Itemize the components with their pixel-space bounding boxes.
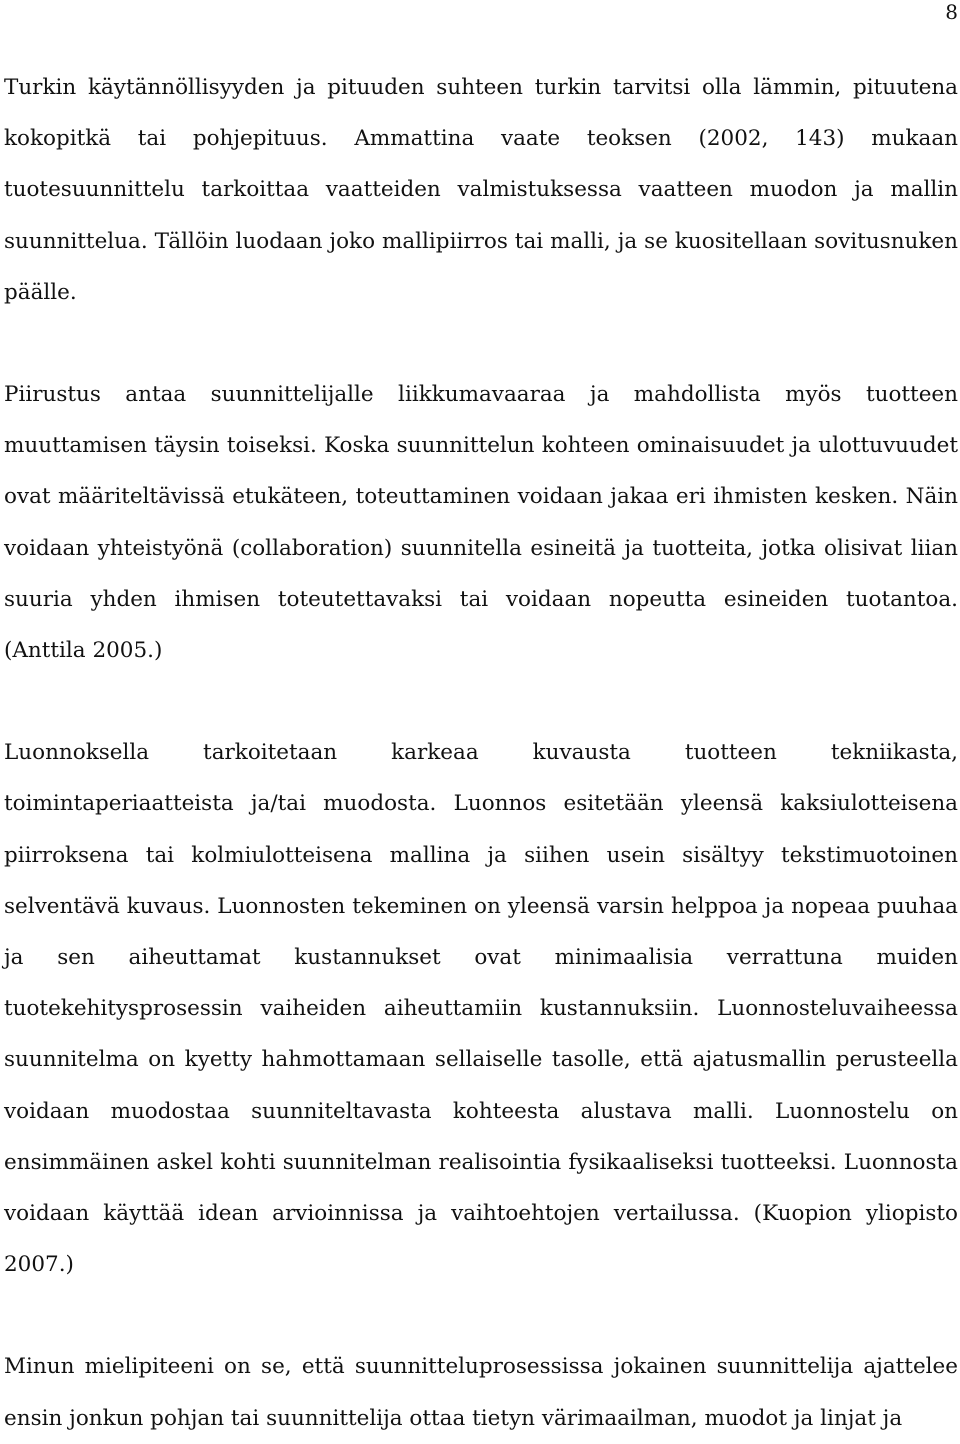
paragraph-luonnos: Luonnoksella tarkoitetaan karkeaa kuvausta tuotteen tekniikasta, toimintaperiaatteista ja/tai muodosta. Luonnos esitetään yleensä kaksiulotteisena piirroksena tai kolmiulotteisena mallina ja siihen usein sisältyy tekstimuotoinen selventävä kuvaus. Luonnosten tekeminen on yleensä varsin helppoa ja nopeaa puuhaa ja sen aiheuttamat kustannukset ovat minimaalisia verrattuna muiden tuotekehitysprosessin vaiheiden aiheuttamiin kustannuksiin. Luonnosteluvaiheessa suunnitelma on kyetty hahmottamaan sellaiselle tasolle, että ajatusmallin perusteella voidaan muodostaa suunniteltavasta kohteesta alustava malli. Luonnostelu on ensimmäinen askel kohti suunnitelman realisointia fysikaaliseksi tuotteeksi. Luonnosta voidaan käyttää idean arvioinnissa ja vaihtoehtojen vertailussa. (Kuopion yliopisto 2007.) [4, 740, 958, 1278]
document-body [4, 62, 958, 1444]
paragraph-piirustus: Piirustus antaa suunnittelijalle liikkumavaaraa ja mahdollista myös tuotteen muuttamisen täysin toiseksi. Koska suunnittelun kohteen ominaisuudet ja ulottuvuudet ovat määriteltävissä etukäteen, toteuttaminen voidaan jakaa eri ihmisten kesken. Näin voidaan yhteistyönä (collaboration) suunnitella esineitä ja tuotteita, jotka olisivat liian suuria yhden ihmisen toteutettavaksi tai voidaan nopeutta esineiden tuotantoa. (Anttila 2005.) [4, 382, 958, 664]
page-number: 8 [945, 0, 958, 24]
paragraph-mielipide: Minun mielipiteeni on se, että suunnitteluprosessissa jokainen suunnittelija ajattelee ensin jonkun pohjan tai suunnittelija ottaa tietyn värimaailman, muodot ja linjat ja [4, 1354, 958, 1431]
paragraph-tuotesuunnittelu: Turkin käytännöllisyyden ja pituuden suhteen turkin tarvitsi olla lämmin, pituutena kokopitkä tai pohjepituus. Ammattina vaate teoksen (2002, 143) mukaan tuotesuunnittelu tarkoittaa vaatteiden valmistuksessa vaatteen muodon ja mallin suunnittelua. Tällöin luodaan joko mallipiirros tai malli, ja se kuositellaan sovitusnuken päälle. [4, 75, 958, 305]
